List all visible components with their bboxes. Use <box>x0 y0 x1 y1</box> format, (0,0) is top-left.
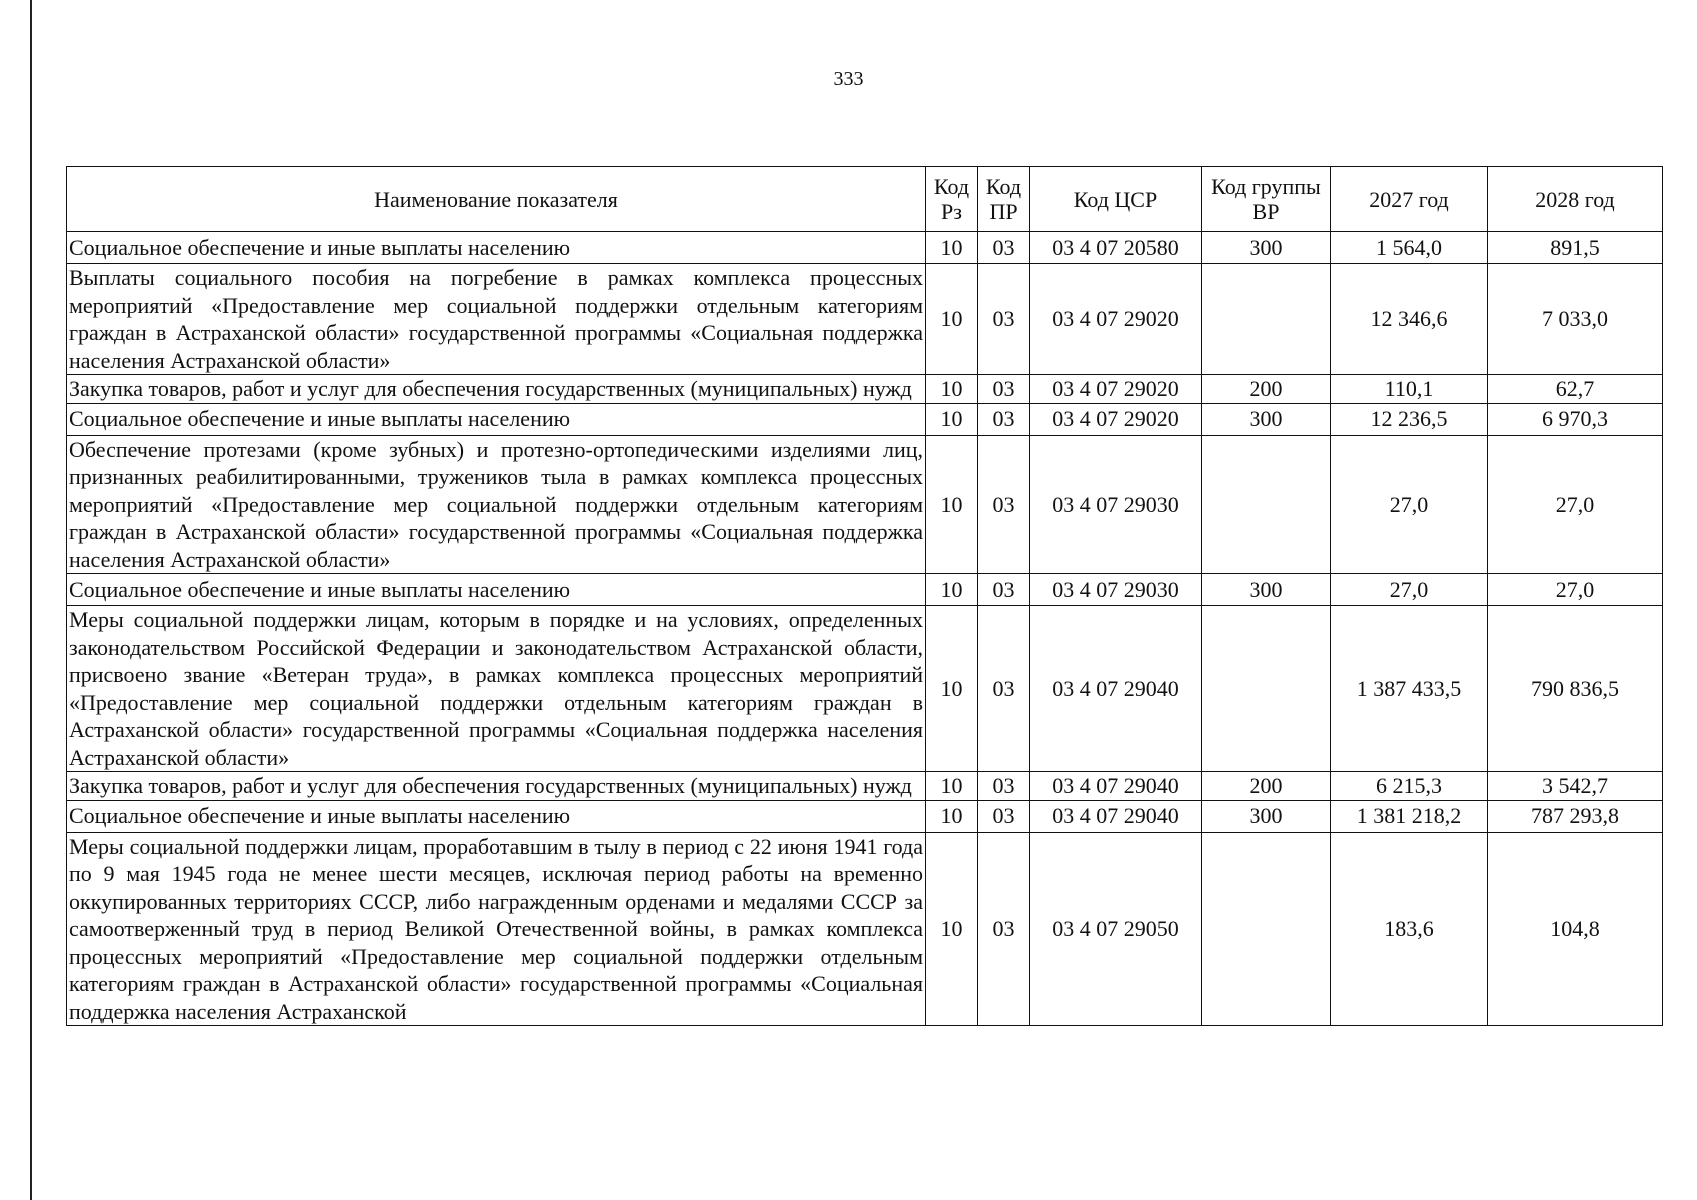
row-pr: 03 <box>978 435 1030 574</box>
row-rz: 10 <box>926 832 978 1026</box>
header-name: Наименование показателя <box>67 167 926 232</box>
row-2027: 110,1 <box>1331 375 1488 404</box>
row-pr: 03 <box>978 606 1030 772</box>
row-csr: 03 4 07 29020 <box>1030 375 1202 404</box>
row-rz: 10 <box>926 800 978 832</box>
table-header-row <box>67 167 1663 232</box>
row-2027: 1 381 218,2 <box>1331 800 1488 832</box>
header-2028: 2028 год <box>1488 167 1663 232</box>
row-2028: 27,0 <box>1488 574 1663 606</box>
row-name: Обеспечение протезами (кроме зубных) и протезно-ортопедическими изделиями лиц, признанных реабилитированными, тружеников тыла в рамках комплекса процессных мероприятий «Предоставление мер социальной поддержки отдельным категориям граждан в Астраханской области» государственной программы «Социальная поддержка населения Астраханской области» <box>67 435 926 574</box>
row-csr: 03 4 07 29030 <box>1030 574 1202 606</box>
row-name: Социальное обеспечение и иные выплаты населению <box>67 800 926 832</box>
row-2028: 62,7 <box>1488 375 1663 404</box>
row-name: Социальное обеспечение и иные выплаты населению <box>67 232 926 264</box>
row-2027: 12 236,5 <box>1331 403 1488 435</box>
row-pr: 03 <box>978 800 1030 832</box>
row-2028: 7 033,0 <box>1488 264 1663 375</box>
row-2027: 1 387 433,5 <box>1331 606 1488 772</box>
row-vr: 300 <box>1202 574 1331 606</box>
table-row <box>67 574 1663 606</box>
table-row <box>67 435 1663 574</box>
row-2027: 183,6 <box>1331 832 1488 1026</box>
table-row <box>67 403 1663 435</box>
row-vr: 300 <box>1202 403 1331 435</box>
row-pr: 03 <box>978 375 1030 404</box>
row-vr: 300 <box>1202 800 1331 832</box>
row-rz: 10 <box>926 232 978 264</box>
row-pr: 03 <box>978 264 1030 375</box>
row-csr: 03 4 07 29050 <box>1030 832 1202 1026</box>
header-2027: 2027 год <box>1331 167 1488 232</box>
row-2028: 104,8 <box>1488 832 1663 1026</box>
row-2027: 27,0 <box>1331 574 1488 606</box>
row-vr: 200 <box>1202 772 1331 801</box>
table-row <box>67 232 1663 264</box>
header-pr: Код ПР <box>978 167 1030 232</box>
row-vr <box>1202 606 1331 772</box>
row-csr: 03 4 07 29020 <box>1030 403 1202 435</box>
page-number: 333 <box>833 68 864 90</box>
row-2028: 27,0 <box>1488 435 1663 574</box>
row-2028: 3 542,7 <box>1488 772 1663 801</box>
row-rz: 10 <box>926 772 978 801</box>
row-csr: 03 4 07 29040 <box>1030 606 1202 772</box>
row-2028: 6 970,3 <box>1488 403 1663 435</box>
row-2027: 1 564,0 <box>1331 232 1488 264</box>
table-row <box>67 772 1663 801</box>
budget-table <box>66 166 1663 1026</box>
row-2027: 12 346,6 <box>1331 264 1488 375</box>
row-vr <box>1202 435 1331 574</box>
row-rz: 10 <box>926 435 978 574</box>
row-2028: 790 836,5 <box>1488 606 1663 772</box>
row-2027: 6 215,3 <box>1331 772 1488 801</box>
row-rz: 10 <box>926 403 978 435</box>
row-name: Социальное обеспечение и иные выплаты населению <box>67 403 926 435</box>
row-vr: 200 <box>1202 375 1331 404</box>
row-pr: 03 <box>978 832 1030 1026</box>
table-row <box>67 800 1663 832</box>
row-vr <box>1202 832 1331 1026</box>
row-csr: 03 4 07 29040 <box>1030 800 1202 832</box>
table-row <box>67 264 1663 375</box>
row-name: Меры социальной поддержки лицам, которым в порядке и на условиях, определенных законодательством Российской Федерации и законодательством Астраханской области, присвоено звание «Ветеран труда», в рамках комплекса процессных мероприятий «Предоставление мер социальной поддержки отдельным категориям граждан в Астраханской области» государственной программы «Социальная поддержка населения Астраханской области» <box>67 606 926 772</box>
row-csr: 03 4 07 29020 <box>1030 264 1202 375</box>
row-csr: 03 4 07 20580 <box>1030 232 1202 264</box>
row-pr: 03 <box>978 772 1030 801</box>
row-rz: 10 <box>926 574 978 606</box>
header-csr: Код ЦСР <box>1030 167 1202 232</box>
row-csr: 03 4 07 29040 <box>1030 772 1202 801</box>
header-vr: Код группы ВР <box>1202 167 1331 232</box>
row-vr <box>1202 264 1331 375</box>
row-2028: 787 293,8 <box>1488 800 1663 832</box>
row-pr: 03 <box>978 232 1030 264</box>
table-row <box>67 375 1663 404</box>
row-pr: 03 <box>978 403 1030 435</box>
row-2028: 891,5 <box>1488 232 1663 264</box>
row-rz: 10 <box>926 375 978 404</box>
table-row <box>67 832 1663 1026</box>
row-pr: 03 <box>978 574 1030 606</box>
row-csr: 03 4 07 29030 <box>1030 435 1202 574</box>
table-row <box>67 606 1663 772</box>
row-rz: 10 <box>926 264 978 375</box>
header-rz: Код Рз <box>926 167 978 232</box>
row-name: Выплаты социального пособия на погребение в рамках комплекса процессных мероприятий «Предоставление мер социальной поддержки отдельным категориям граждан в Астраханской области» государственной программы «Социальная поддержка населения Астраханской области» <box>67 264 926 375</box>
row-rz: 10 <box>926 606 978 772</box>
row-name: Закупка товаров, работ и услуг для обеспечения государственных (муниципальных) нужд <box>67 375 926 404</box>
row-name: Социальное обеспечение и иные выплаты населению <box>67 574 926 606</box>
binding-margin-line <box>30 0 32 1200</box>
row-name: Меры социальной поддержки лицам, проработавшим в тылу в период с 22 июня 1941 года по 9 мая 1945 года не менее шести месяцев, исключая период работы на временно оккупированных территориях СССР, либо награжденным орденами и медалями СССР за самоотверженный труд в период Великой Отечественной войны, в рамках комплекса процессных мероприятий «Предоставление мер социальной поддержки отдельным категориям граждан в Астраханской области» государственной программы «Социальная поддержка населения Астраханской <box>67 832 926 1026</box>
row-vr: 300 <box>1202 232 1331 264</box>
row-name: Закупка товаров, работ и услуг для обеспечения государственных (муниципальных) нужд <box>67 772 926 801</box>
row-2027: 27,0 <box>1331 435 1488 574</box>
